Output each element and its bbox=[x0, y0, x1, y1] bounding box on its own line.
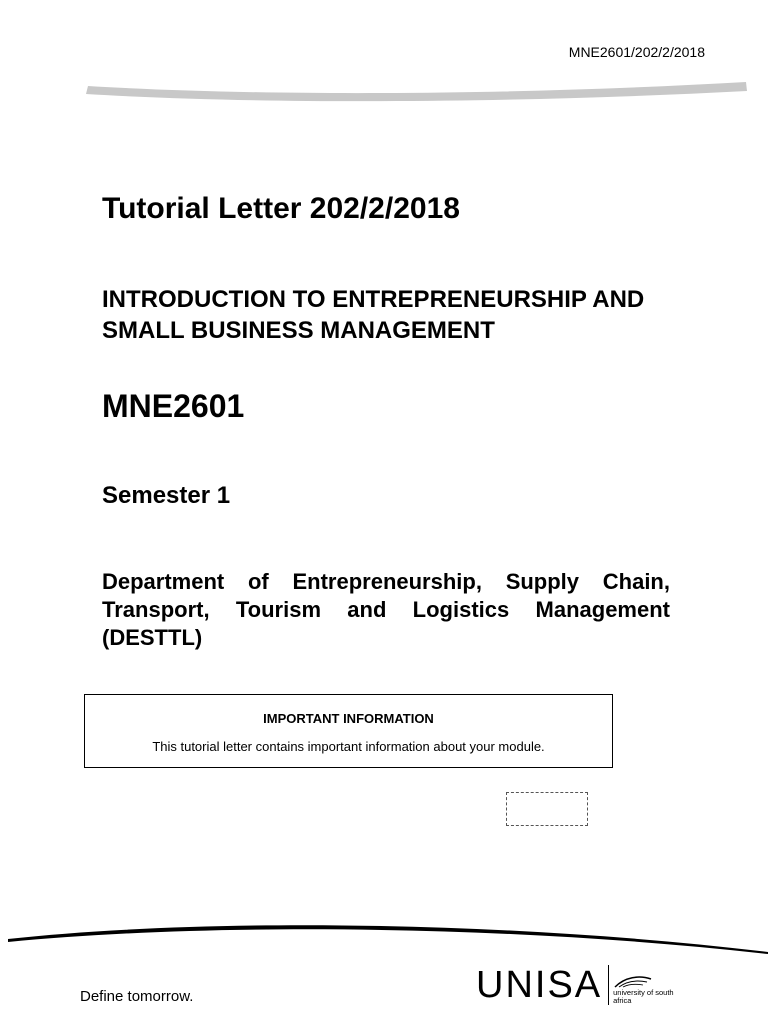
document-code-reference: MNE2601/202/2/2018 bbox=[568, 44, 705, 60]
department-name: Department of Entrepreneurship, Supply Chain, Transport, Tourism and Logistics Management (DESTTL) bbox=[102, 569, 670, 650]
logo-subtext: university of south africa bbox=[613, 988, 674, 1005]
top-swoosh-decoration bbox=[0, 78, 768, 108]
important-information-text: This tutorial letter contains important information about your module. bbox=[152, 739, 545, 754]
unisa-logo bbox=[476, 960, 677, 1010]
logo-wing-icon bbox=[613, 973, 653, 989]
course-code: MNE2601 bbox=[102, 388, 245, 424]
course-title: INTRODUCTION TO ENTREPRENEURSHIP AND SMALL BUSINESS MANAGEMENT bbox=[102, 286, 645, 344]
logo-divider bbox=[608, 965, 609, 1005]
bottom-swoosh-decoration bbox=[0, 910, 768, 960]
tagline: Define tomorrow. bbox=[80, 988, 194, 1005]
barcode-placeholder bbox=[506, 792, 588, 826]
semester-label: Semester 1 bbox=[102, 482, 231, 509]
logo-wordmark: UNISA bbox=[476, 964, 603, 1006]
important-information-box bbox=[84, 694, 613, 768]
important-information-heading: IMPORTANT INFORMATION bbox=[263, 711, 434, 726]
page-title: Tutorial Letter 202/2/2018 bbox=[102, 192, 460, 225]
